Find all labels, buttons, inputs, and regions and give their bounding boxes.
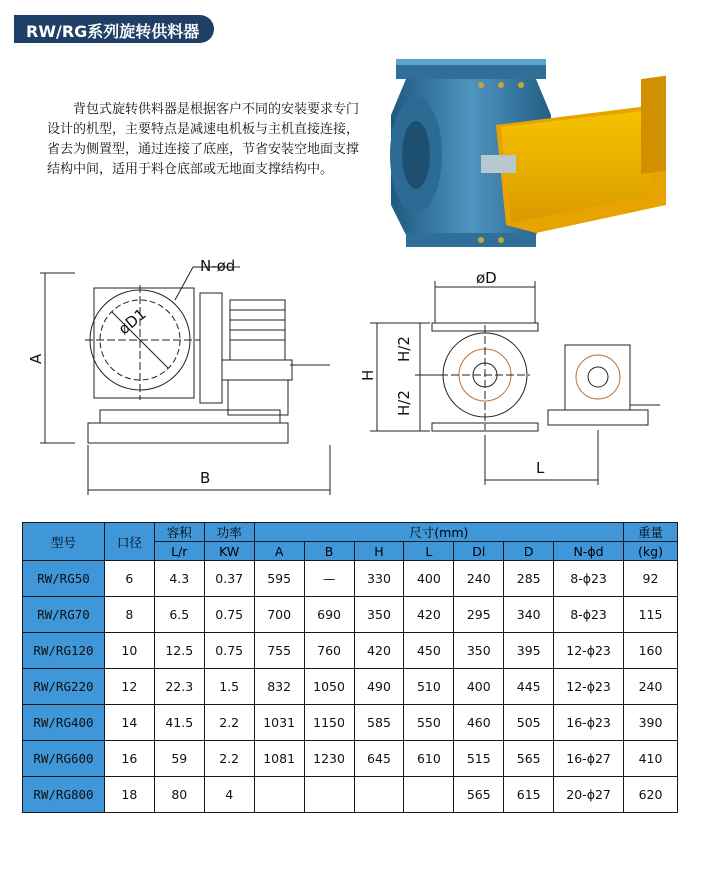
table-cell-caliber: 8 [104,597,154,633]
table-cell-a: 1081 [254,741,304,777]
table-cell-a: 755 [254,633,304,669]
table-cell-nd: 16-ϕ23 [554,705,624,741]
table-cell-power: 4 [204,777,254,813]
header-dimensions: 尺寸(mm) [254,523,623,542]
table-cell-l: 400 [404,561,454,597]
table-cell-caliber: 16 [104,741,154,777]
table-cell-nd: 20-ϕ27 [554,777,624,813]
label-h-half-bottom: H/2 [395,390,413,416]
table-cell-d1: 295 [454,597,504,633]
table-cell-weight: 160 [624,633,678,669]
table-cell-l: 420 [404,597,454,633]
table-cell-weight: 115 [624,597,678,633]
table-cell-nd: 12-ϕ23 [554,633,624,669]
table-row [23,777,678,813]
table-cell-weight: 92 [624,561,678,597]
table-cell-model: RW/RG400 [23,705,105,741]
table-cell-nd: 16-ϕ27 [554,741,624,777]
table-cell-caliber: 18 [104,777,154,813]
table-cell-d1: 400 [454,669,504,705]
label-h-half-top: H/2 [395,336,413,362]
intro-paragraph: 背包式旋转供料器是根据客户不同的安装要求专门设计的机型，主要特点是减速电机板与主机直接连接，省去为侧置型，通过连接了底座，节省安装空地面支撑结构中间，适用于料仓底部或无地面支撑结构中。 [47,102,360,177]
header-model: 型号 [23,523,105,561]
table-cell-caliber: 14 [104,705,154,741]
table-row [23,561,678,597]
table-cell-d1: 240 [454,561,504,597]
table-cell-d1: 350 [454,633,504,669]
table-cell-a: 700 [254,597,304,633]
header-dim-d: D [504,542,554,561]
table-cell-a: 832 [254,669,304,705]
table-cell-a: 595 [254,561,304,597]
table-cell-weight: 410 [624,741,678,777]
label-n-phi-d: N-ød [200,257,236,275]
header-power-unit: KW [204,542,254,561]
table-cell-a: 1031 [254,705,304,741]
table-cell-power: 2.2 [204,705,254,741]
table-cell-volume: 4.3 [154,561,204,597]
label-phi-d: øD [476,269,497,287]
table-cell-h: 490 [354,669,404,705]
table-cell-caliber: 6 [104,561,154,597]
table-cell-model: RW/RG120 [23,633,105,669]
label-b: B [200,469,211,487]
table-cell-power: 2.2 [204,741,254,777]
table-cell-weight: 240 [624,669,678,705]
technical-drawings [0,245,705,505]
table-row [23,669,678,705]
table-cell-l [404,777,454,813]
table-cell-b: 690 [304,597,354,633]
table-row [23,741,678,777]
table-cell-d: 340 [504,597,554,633]
header-dim-b: B [304,542,354,561]
table-cell-nd: 8-ϕ23 [554,597,624,633]
table-cell-d1: 515 [454,741,504,777]
table-cell-power: 0.75 [204,597,254,633]
header-volume-unit: L/r [154,542,204,561]
table-cell-h: 645 [354,741,404,777]
table-row [23,705,678,741]
spec-table [22,522,678,813]
table-cell-model: RW/RG70 [23,597,105,633]
table-cell-d1: 460 [454,705,504,741]
table-cell-volume: 59 [154,741,204,777]
table-cell-volume: 22.3 [154,669,204,705]
table-cell-b: 1050 [304,669,354,705]
table-row [23,597,678,633]
table-cell-caliber: 10 [104,633,154,669]
table-cell-d: 395 [504,633,554,669]
table-cell-l: 550 [404,705,454,741]
table-cell-weight: 620 [624,777,678,813]
table-cell-h: 350 [354,597,404,633]
product-photo [386,55,676,255]
table-cell-volume: 41.5 [154,705,204,741]
table-cell-model: RW/RG220 [23,669,105,705]
label-h: H [359,369,377,381]
table-cell-model: RW/RG600 [23,741,105,777]
table-cell-caliber: 12 [104,669,154,705]
table-cell-l: 510 [404,669,454,705]
table-cell-d: 505 [504,705,554,741]
table-cell-h: 585 [354,705,404,741]
table-cell-volume: 80 [154,777,204,813]
header-weight: 重量 [624,523,678,542]
header-dim-h: H [354,542,404,561]
table-cell-model: RW/RG800 [23,777,105,813]
table-cell-h: 420 [354,633,404,669]
table-cell-model: RW/RG50 [23,561,105,597]
label-a: A [27,353,45,364]
table-cell-b [304,777,354,813]
table-cell-b: 760 [304,633,354,669]
table-cell-power: 0.75 [204,633,254,669]
table-cell-d: 285 [504,561,554,597]
header-weight-unit: (kg) [624,542,678,561]
table-cell-power: 1.5 [204,669,254,705]
label-l: L [536,459,545,477]
table-row [23,633,678,669]
table-cell-weight: 390 [624,705,678,741]
header-volume: 容积 [154,523,204,542]
table-cell-l: 450 [404,633,454,669]
table-cell-b: — [304,561,354,597]
table-cell-nd: 8-ϕ23 [554,561,624,597]
header-dim-d1: Dl [454,542,504,561]
table-cell-nd: 12-ϕ23 [554,669,624,705]
header-dim-nd: N-ϕd [554,542,624,561]
table-cell-b: 1150 [304,705,354,741]
table-cell-h: 330 [354,561,404,597]
table-cell-d1: 565 [454,777,504,813]
table-cell-d: 445 [504,669,554,705]
header-caliber: 口径 [104,523,154,561]
header-power: 功率 [204,523,254,542]
table-cell-l: 610 [404,741,454,777]
table-cell-power: 0.37 [204,561,254,597]
table-cell-a [254,777,304,813]
table-cell-volume: 6.5 [154,597,204,633]
table-cell-h [354,777,404,813]
title-banner [14,15,214,43]
header-dim-a: A [254,542,304,561]
header-dim-l: L [404,542,454,561]
label-phi-d1: øD1 [114,304,150,339]
table-cell-d: 565 [504,741,554,777]
table-cell-b: 1230 [304,741,354,777]
table-cell-volume: 12.5 [154,633,204,669]
table-cell-d: 615 [504,777,554,813]
page-title: RW/RG系列旋转供料器 [26,22,200,41]
